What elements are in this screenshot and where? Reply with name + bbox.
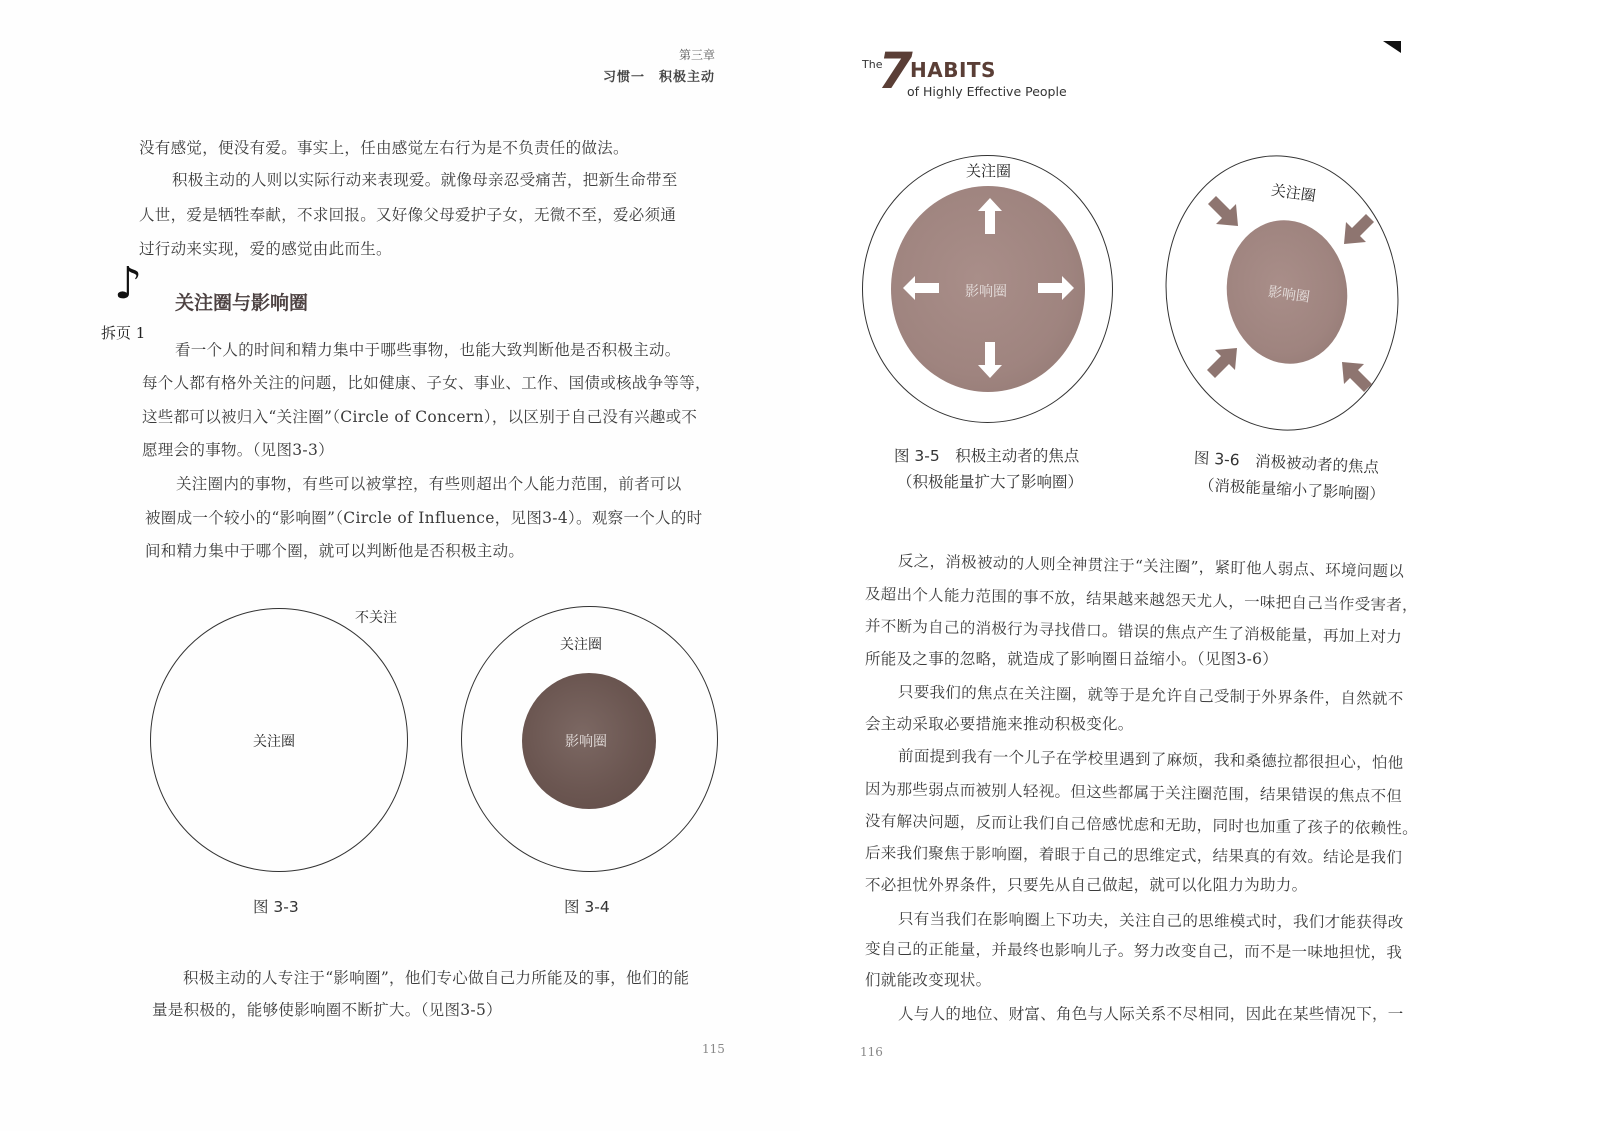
text-line: 量是积极的，能够使影响圈不断扩大。（见图3-5）: [152, 1001, 502, 1019]
logo-subtitle: of Highly Effective People: [907, 84, 1067, 99]
page-number: 115: [702, 1042, 725, 1056]
inner-label: 影响圈: [965, 284, 1007, 300]
page-number: 116: [860, 1045, 883, 1059]
text-line: 不必担忧外界条件，只要先从自己做起，就可以化阻力为助力。: [865, 876, 1308, 894]
page-tab-label: 拆页 1: [101, 324, 146, 342]
text-line: 及超出个人能力范围的事不放，结果越来越怨天尤人，一味把自己当作受害者，: [864, 585, 1419, 615]
text-line: 所能及之事的忽略，就造成了影响圈日益缩小。（见图3-6）: [865, 650, 1279, 668]
figure-caption: 图 3-3: [253, 898, 299, 916]
inner-label: 影响圈: [1266, 284, 1311, 306]
text-line: 因为那些弱点而被别人轻视。但这些都属于关注圈范围，结果错误的焦点不但: [864, 780, 1403, 806]
text-line: 关注圈内的事物，有些可以被掌控，有些则超出个人能力范围，前者可以: [176, 475, 682, 493]
figure-subcaption: （消极能量缩小了影响圈）: [1198, 476, 1386, 504]
text-line: 积极主动的人专注于“影响圈”，他们专心做自己力所能及的事，他们的能: [183, 969, 690, 987]
text-line: 积极主动的人则以实际行动来表现爱。就像母亲忍受痛苦，把新生命带至: [172, 171, 678, 189]
section-title: 关注圈与影响圈: [175, 292, 309, 314]
text-line: 没有感觉，便没有爱。事实上，任由感觉左右行为是不负责任的做法。: [139, 139, 629, 157]
text-line: 间和精力集中于哪个圈，就可以判断他是否积极主动。: [145, 542, 525, 560]
logo-seven: 7: [878, 42, 913, 100]
figure-subcaption: （积极能量扩大了影响圈）: [897, 473, 1084, 491]
text-line: 会主动采取必要措施来推动积极变化。: [865, 715, 1134, 733]
logo-the: The: [862, 58, 883, 71]
text-line: 被圈成一个较小的“影响圈”（Circle of Influence，见图3-4）。观察一个人的时: [145, 509, 703, 527]
text-line: 前面提到我有一个儿子在学校里遇到了麻烦，我和桑德拉都很担心，怕他: [897, 747, 1404, 773]
text-line: 只有当我们在影响圈上下功夫，关注自己的思维模式时，我们才能获得改: [897, 910, 1404, 932]
text-line: 没有解决问题，反而让我们自己倍感忧虑和无助，同时也加重了孩子的依赖性。: [864, 812, 1419, 838]
text-line: 变自己的正能量，并最终也影响儿子。努力改变自己，而不是一味地担忧，我: [864, 940, 1403, 962]
outer-label: 关注圈: [560, 637, 602, 653]
text-line: 每个人都有格外关注的问题，比如健康、子女、事业、工作、国债或核战争等等，: [142, 374, 711, 392]
figure-caption: 图 3-6 消极被动者的焦点: [1193, 449, 1380, 477]
arrow-inward-icon: [1208, 196, 1242, 230]
outer-label: 不关注: [355, 610, 397, 626]
arrow-inward-icon: [1340, 214, 1374, 248]
figure-caption: 图 3-4: [564, 898, 610, 916]
outer-label: 关注圈: [966, 162, 1012, 180]
text-line: 看一个人的时间和精力集中于哪些事物，也能大致判断他是否积极主动。: [175, 341, 681, 359]
text-line: 只要我们的焦点在关注圈，就等于是允许自己受制于外界条件，自然就不: [897, 683, 1404, 709]
arrow-down-icon: [976, 342, 1004, 378]
music-note-icon: ♪: [114, 258, 143, 309]
arrow-inward-icon: [1207, 344, 1241, 378]
figure-caption: 图 3-5 积极主动者的焦点: [894, 447, 1080, 465]
text-line: 并不断为自己的消极行为寻找借口。错误的焦点产生了消极能量，再加上对力: [864, 617, 1403, 647]
text-line: 这些都可以被归入“关注圈”（Circle of Concern），以区别于自己没有兴趣或不: [142, 408, 698, 426]
text-line: 过行动来实现，爱的感觉由此而生。: [139, 240, 392, 258]
text-line: 愿理会的事物。（见图3-3）: [142, 441, 334, 459]
inner-label: 影响圈: [565, 734, 607, 750]
page-corner-shadow: [1383, 41, 1401, 53]
arrow-left-icon: [903, 275, 939, 301]
text-line: 们就能改变现状。: [865, 971, 992, 989]
text-line: 人世，爱是牺牲奉献，不求回报。又好像父母爱护子女，无微不至，爱必须通: [139, 206, 677, 224]
circle-label: 关注圈: [253, 734, 295, 750]
running-head-habit: 习惯一 积极主动: [602, 70, 715, 85]
text-line: 人与人的地位、财富、角色与人际关系不尽相同，因此在某些情况下，一: [898, 1005, 1404, 1023]
outer-label: 关注圈: [1269, 180, 1317, 206]
arrow-up-icon: [976, 198, 1004, 234]
logo-habits: HABITS: [910, 58, 996, 82]
text-line: 后来我们聚焦于影响圈，着眼于自己的思维定式，结果真的有效。结论是我们: [864, 844, 1403, 867]
arrow-inward-icon: [1338, 358, 1372, 392]
running-head-chapter: 第三章: [678, 48, 715, 62]
arrow-right-icon: [1038, 275, 1074, 301]
text-line: 反之，消极被动的人则全神贯注于“关注圈”，紧盯他人弱点、环境问题以: [897, 552, 1405, 581]
